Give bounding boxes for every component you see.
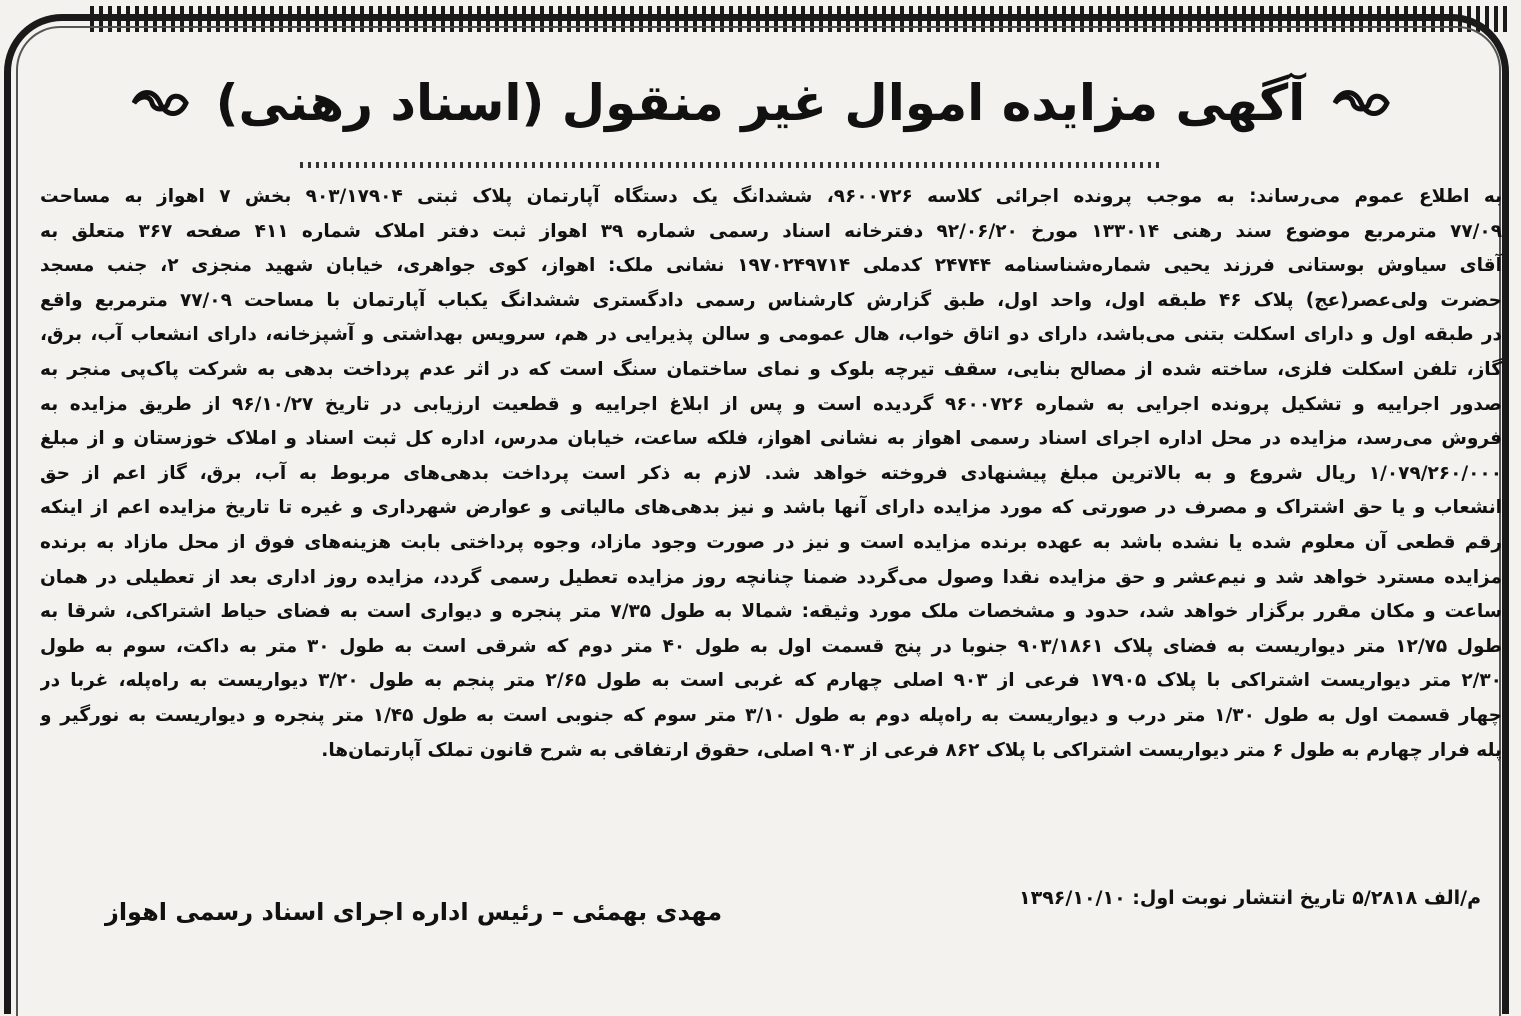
body-line: به اطلاع عموم می‌رساند: به موجب پرونده اجرائی کلاسه ۹۶۰۰۷۲۶، ششدانگ یک دستگاه آپارتمان پلاک ثبتی ۹۰۳/۱۷۹۰۴ بخش ۷ اهواز به مساحت — [40, 186, 1502, 207]
body-line: آقای سیاوش بوستانی فرزند یحیی شماره‌شناسنامه ۲۴۷۴۴ کدملی ۱۹۷۰۲۴۹۷۱۴ نشانی ملک: اهواز، کوی جواهری، خیابان شهید منجزی ۲، جنب مسجد — [40, 255, 1502, 277]
body-line: ۱/۰۷۹/۲۶۰/۰۰۰ ریال شروع و به بالاترین مبلغ پیشنهادی فروخته خواهد شد. لازم به ذکر است پرداخت بدهی‌های مربوط به آب، برق، گاز اعم از حق — [40, 462, 1502, 484]
ornament-icon — [130, 85, 190, 121]
body-line: صدور اجراییه و تشکیل پرونده اجرایی به شماره ۹۶۰۰۷۲۶ گردیده است و پس از ابلاغ اجراییه و قطعیت ارزیابی در تاریخ ۹۶/۱۰/۲۷ از طریق مزایده به — [40, 393, 1502, 415]
body-line: طول ۱۲/۷۵ متر دیواریست به فضای پلاک ۹۰۳/۱۸۶۱ جنوبا در پنج قسمت اول به طول ۴۰ متر دوم که شرقی است به طول ۳۰ متر به داکت، سوم به طول — [40, 635, 1502, 657]
notice-body — [40, 180, 1502, 768]
body-line: ۷۷/۰۹ مترمربع موضوع سند رهنی ۱۳۳۰۱۴ مورخ ۹۲/۰۶/۲۰ دفترخانه اسناد رسمی شماره ۳۹ اهواز ثبت دفتر املاک شماره ۴۱۱ صفحه ۳۶۷ متعلق به — [40, 220, 1502, 242]
body-line: فروش می‌رسد، مزایده در محل اداره اجرای اسناد رسمی اهواز به نشانی اهواز، فلکه ساعت، خیابان مدرس، اداره کل ثبت اسناد و املاک خوزستان و از مبلغ — [40, 428, 1502, 450]
ornament-icon — [1331, 85, 1391, 121]
body-line: ۲/۳۰ متر دیواریست اشتراکی با پلاک ۱۷۹۰۵ فرعی از ۹۰۳ اصلی چهارم که غربی است به طول ۲/۶۵ متر پنجم به طول ۳/۲۰ دیواریست به راه‌پله، غربا در — [40, 670, 1502, 692]
body-line: در طبقه اول و دارای اسکلت بتنی می‌باشد، دارای دو اتاق خواب، هال عمومی و سالن پذیرایی در هم، سرویس بهداشتی و آشپزخانه، دارای انشعاب آب، برق، — [40, 324, 1502, 346]
body-line: گاز، تلفن اسکلت فلزی، ساخته شده از مصالح بنایی، سقف تیرچه بلوک و نمای ساختمان سنگ است که در اثر عدم پرداخت بدهی به شرکت پاک‌پی منجر به — [40, 358, 1502, 380]
body-line: ساعت و مکان مقرر برگزار خواهد شد، حدود و مشخصات ملک مورد وثیقه: شمالا به طول ۷/۳۵ متر پنجره و دیواری است به فضای حیاط اشتراکی، شرقا به — [40, 601, 1502, 623]
body-line: رقم قطعی آن معلوم شده یا نشده باشد به عهده برنده مزایده است و نیز در صورت وجود مازاد، وجوه پرداختی بابت هزینه‌های فوق از محل مازاد به برنده — [40, 531, 1502, 553]
title-divider — [300, 162, 1160, 168]
signature: مهدی بهمئی – رئیس اداره اجرای اسناد رسمی اهواز — [105, 898, 723, 926]
body-line: مزایده مسترد خواهد شد و نیم‌عشر و حق مزایده نقدا وصول می‌گردد ضمنا چنانچه روز مزایده تعطیل رسمی گردد، مزایده روز اداری بعد از تعطیلی در همان — [40, 566, 1502, 588]
body-line: حضرت ولی‌عصر(عج) پلاک ۴۶ طبقه اول، واحد اول، طبق گزارش کارشناس رسمی دادگستری ششدانگ یکباب آپارتمان با مساحت ۷۷/۰۹ مترمربع واقع — [40, 289, 1502, 311]
body-line: پله فرار چهارم به طول ۶ متر دیواریست اشتراکی با پلاک ۸۶۲ فرعی از ۹۰۳ اصلی، حقوق ارتفاقی به شرح قانون تملک آپارتمان‌ها. — [321, 739, 1502, 761]
publication-info: م/الف ۵/۲۸۱۸ تاریخ انتشار نوبت اول: ۱۳۹۶/۱۰/۱۰ — [1019, 887, 1481, 909]
title-row — [0, 68, 1521, 138]
body-line: چهار قسمت اول به طول ۱/۳۰ متر درب و دیواریست به راه‌پله دوم به طول ۳/۱۰ متر سوم که جنوبی است به طول ۱/۴۵ متر پنجره و دیواریست به نورگیر و — [40, 704, 1502, 726]
body-line: انشعاب و یا حق اشتراک و مصرف در صورتی که مورد مزایده دارای آنها باشد و نیز بدهی‌های مالیاتی و عوارض شهرداری و غیره تا تاریخ مزایده اعم از اینکه — [40, 497, 1502, 519]
notice-title: آگهی مزایده اموال غیر منقول (اسناد رهنی) — [215, 74, 1306, 132]
